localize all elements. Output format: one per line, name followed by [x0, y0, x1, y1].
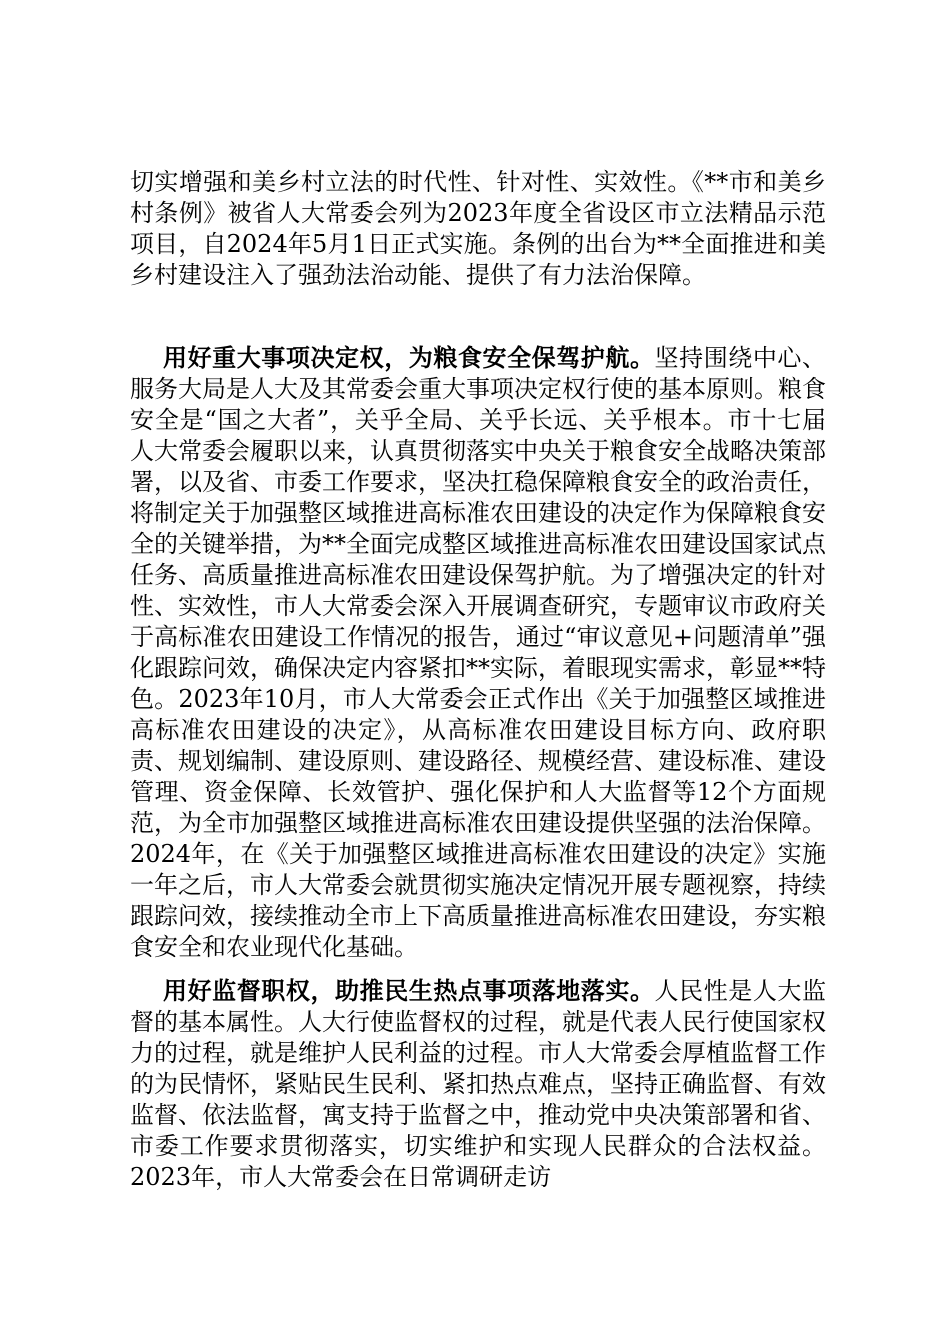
- paragraph-lead-heading: 用好监督职权，助推民生热点事项落地落实。: [163, 976, 655, 1005]
- paragraph-body-text: 切实增强和美乡村立法的时代性、针对性、实效性。《**市和美乡村条例》被省人大常委会列为2023年度全省设区市立法精品示范项目，自2024年5月1日正式实施。条例的出台为**全面推进和美乡村建设注入了强劲法治动能、提供了有力法治保障。: [130, 168, 826, 289]
- paragraph-lead-heading: 用好重大事项决定权，为粮食安全保驾护航。: [163, 343, 655, 372]
- paragraph-body-text: 坚持围绕中心、服务大局是人大及其常委会重大事项决定权行使的基本原则。粮食安全是“国之大者”，关乎全局、关乎长远、关乎根本。市十七届人大常委会履职以来，认真贯彻落实中央关于粮食安全战略决策部署，以及省、市委工作要求，坚决扛稳保障粮食安全的政治责任，将制定关于加强整区域推进高标准农田建设的决定作为保障粮食安全的关键举措，为**全面完成整区域推进高标准农田建设国家试点任务、高质量推进高标准农田建设保驾护航。为了增强决定的针对性、实效性，市人大常委会深入开展调查研究，专题审议市政府关于高标准农田建设工作情况的报告，通过“审议意见+问题清单”强化跟踪问效，确保决定内容紧扣**实际，着眼现实需求，彰显**特色。2023年10月，市人大常委会正式作出《关于加强整区域推进高标准农田建设的决定》，从高标准农田建设目标方向、政府职责、规划编制、建设原则、建设路径、规模经营、建设标准、建设管理、资金保障、长效管护、强化保护和人大监督等12个方面规范，为全市加强整区域推进高标准农田建设提供坚强的法治保障。2024年，在《关于加强整区域推进高标准农田建设的决定》实施一年之后，市人大常委会就贯彻实施决定情况开展专题视察，持续跟踪问效，接续推动全市上下高质量推进高标准农田建设，夯实粮食安全和农业现代化基础。: [130, 344, 827, 961]
- body-paragraph: [130, 975, 826, 1193]
- paragraph-body-text: 人民性是人大监督的基本属性。人大行使监督权的过程，就是代表人民行使国家权力的过程，就是维护人民利益的过程。市人大常委会厚植监督工作的为民情怀，紧贴民生民利、紧扣热点难点，坚持正确监督、有效监督、依法监督，寓支持于监督之中，推动党中央决策部署和省、市委工作要求贯彻落实，切实维护和实现人民群众的合法权益。2023年，市人大常委会在日常调研走访: [130, 977, 827, 1191]
- body-paragraph: [130, 342, 826, 963]
- body-paragraph: [130, 166, 826, 291]
